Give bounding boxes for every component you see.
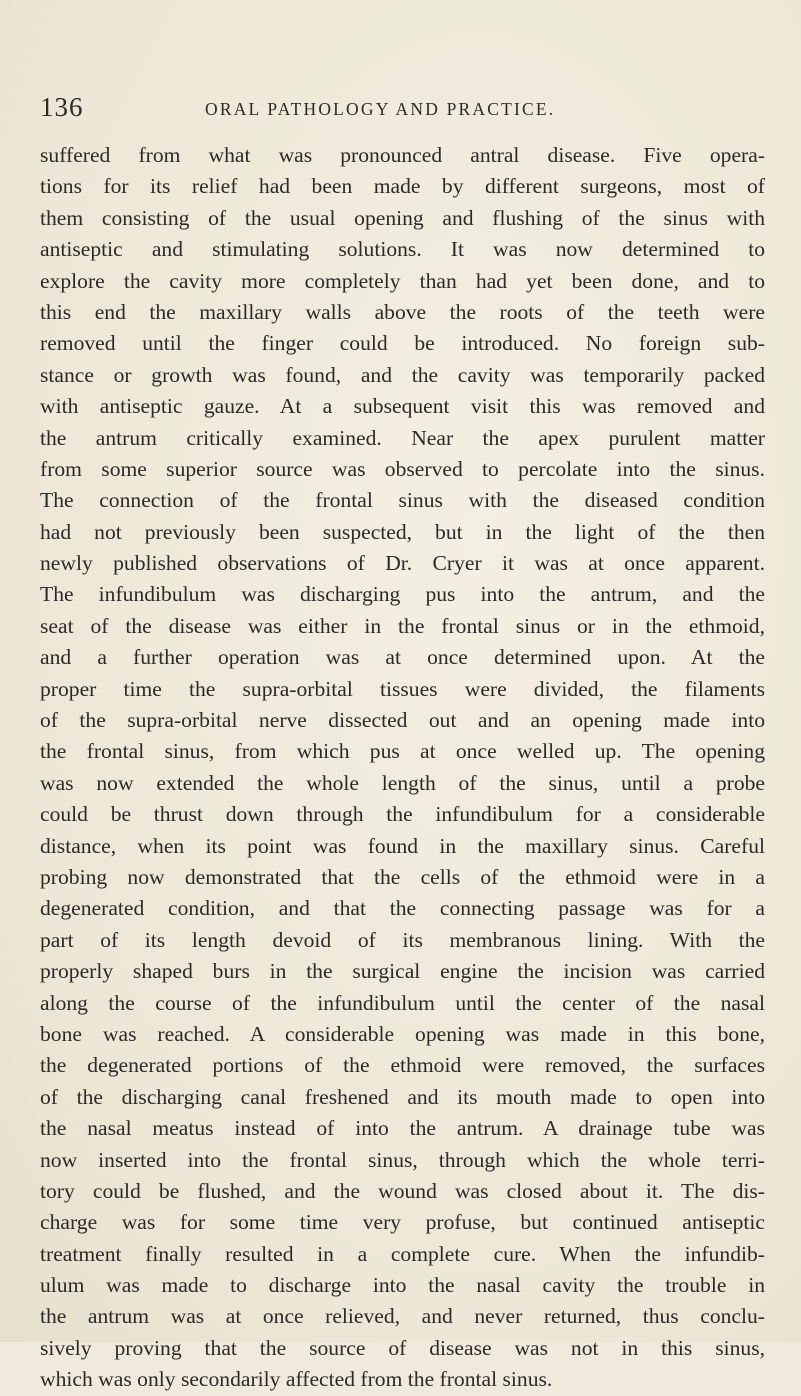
text-line: charge was for some time very profuse, but continued antiseptic bbox=[40, 1210, 765, 1235]
text-line: of the discharging canal freshened and its mouth made to open into bbox=[40, 1084, 765, 1109]
running-head bbox=[40, 92, 760, 122]
text-line: tory could be flushed, and the wound was closed about it. The dis- bbox=[40, 1178, 765, 1203]
text-line: distance, when its point was found in the maxillary sinus. Careful bbox=[40, 833, 765, 858]
text-line: bone was reached. A considerable opening was made in this bone, bbox=[40, 1021, 765, 1046]
text-line: probing now demonstrated that the cells of the ethmoid were in a bbox=[40, 864, 765, 889]
text-line: was now extended the whole length of the sinus, until a probe bbox=[40, 770, 765, 795]
text-line: removed until the finger could be introduced. No foreign sub- bbox=[40, 331, 765, 356]
text-line: sively proving that the source of disease was not in this sinus, bbox=[40, 1335, 765, 1360]
text-line: properly shaped burs in the surgical engine the incision was carried bbox=[40, 959, 765, 984]
text-line: part of its length devoid of its membranous lining. With the bbox=[40, 927, 765, 952]
text-line: explore the cavity more completely than had yet been done, and to bbox=[40, 268, 765, 293]
text-line: The infundibulum was discharging pus into the antrum, and the bbox=[40, 582, 765, 607]
text-line: of the supra-orbital nerve dissected out and an opening made into bbox=[40, 708, 765, 733]
text-line: the antrum was at once relieved, and never returned, thus conclu- bbox=[40, 1304, 765, 1329]
text-line: the antrum critically examined. Near the apex purulent matter bbox=[40, 425, 765, 450]
text-line: them consisting of the usual opening and flushing of the sinus with bbox=[40, 205, 765, 230]
text-line: degenerated condition, and that the connecting passage was for a bbox=[40, 896, 765, 921]
text-line: which was only secondarily affected from the frontal sinus. bbox=[40, 1367, 553, 1392]
text-line: with antiseptic gauze. At a subsequent visit this was removed and bbox=[40, 394, 765, 419]
text-line: newly published observations of Dr. Cryer it was at once apparent. bbox=[40, 551, 765, 576]
text-line: seat of the disease was either in the frontal sinus or in the ethmoid, bbox=[40, 613, 765, 638]
text-line: could be thrust down through the infundibulum for a considerable bbox=[40, 802, 765, 827]
page-number: 136 bbox=[40, 92, 84, 122]
running-head-title: ORAL PATHOLOGY AND PRACTICE. bbox=[205, 99, 556, 119]
text-line: ulum was made to discharge into the nasal cavity the trouble in bbox=[40, 1273, 765, 1298]
text-line: the frontal sinus, from which pus at once welled up. The opening bbox=[40, 739, 765, 764]
text-line: the nasal meatus instead of into the antrum. A drainage tube was bbox=[40, 1116, 765, 1141]
text-line: tions for its relief had been made by different surgeons, most of bbox=[40, 174, 765, 199]
text-line: proper time the supra-orbital tissues were divided, the filaments bbox=[40, 676, 765, 701]
text-line: antiseptic and stimulating solutions. It was now determined to bbox=[40, 237, 765, 262]
text-line: along the course of the infundibulum until the center of the nasal bbox=[40, 990, 765, 1015]
text-line: The connection of the frontal sinus with the diseased condition bbox=[40, 488, 765, 513]
text-line: from some superior source was observed to percolate into the sinus. bbox=[40, 456, 765, 481]
text-line: had not previously been suspected, but in the light of the then bbox=[40, 519, 765, 544]
text-line: the degenerated portions of the ethmoid were removed, the surfaces bbox=[40, 1053, 765, 1078]
text-line: suffered from what was pronounced antral disease. Five opera- bbox=[40, 143, 765, 167]
text-line: stance or growth was found, and the cavity was temporarily packed bbox=[40, 362, 765, 387]
text-line: this end the maxillary walls above the roots of the teeth were bbox=[40, 299, 765, 324]
text-line: treatment finally resulted in a complete cure. When the infundib- bbox=[40, 1241, 765, 1266]
text-line: and a further operation was at once determined upon. At the bbox=[40, 645, 765, 670]
text-line: now inserted into the frontal sinus, through which the whole terri- bbox=[40, 1147, 765, 1172]
body-text bbox=[40, 140, 765, 1396]
